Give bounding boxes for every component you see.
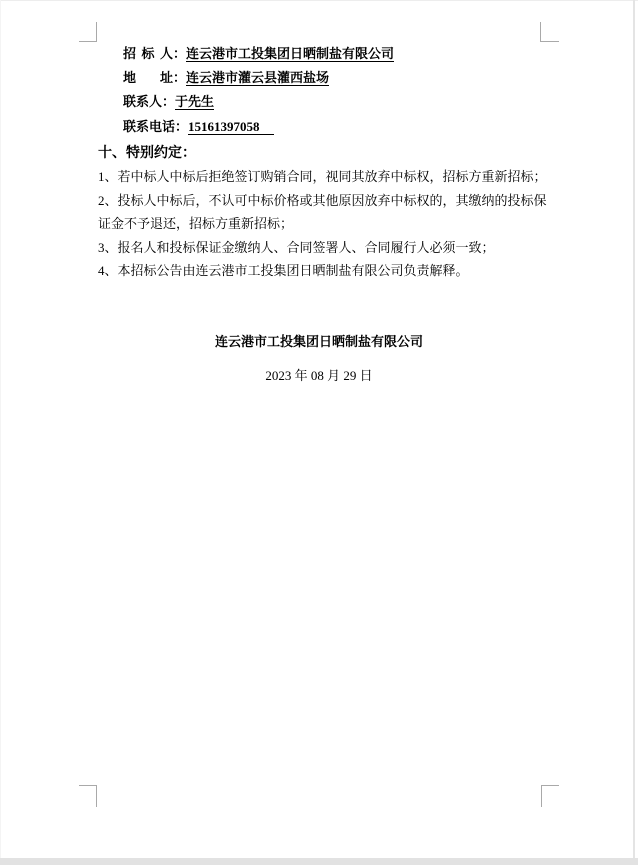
contact-colon: ： xyxy=(173,46,187,61)
contact-label: 地址 xyxy=(123,70,173,86)
clause-1: 1、若中标人中标后拒绝签订购销合同，视同其放弃中标权，招标方重新招标； xyxy=(98,169,547,185)
signature-company: 连云港市工投集团日晒制盐有限公司 xyxy=(214,334,423,349)
page-edge-top xyxy=(0,0,638,1)
contact-label: 联系人 xyxy=(123,94,163,110)
contact-value: 15161397058 xyxy=(188,119,274,135)
crop-mark-bottom-left xyxy=(79,785,97,807)
clause-3: 3、报名人和投标保证金缴纳人、合同签署人、合同履行人必须一致； xyxy=(98,239,495,255)
contact-line-phone xyxy=(123,115,394,139)
clause-2: 2、投标人中标后，不认可中标价格或其他原因放弃中标权的，其缴纳的投标保证金不予退还，招标方重新招标； xyxy=(98,192,547,232)
contact-line-person xyxy=(123,90,394,114)
contact-line-address xyxy=(123,66,394,90)
crop-mark-bottom-right xyxy=(541,785,559,807)
special-terms-section xyxy=(98,142,553,282)
contact-colon: ： xyxy=(175,118,189,134)
page-edge-left xyxy=(0,0,1,858)
contact-label: 招标人 xyxy=(123,46,173,61)
section-heading: 十、特别约定： xyxy=(98,146,196,161)
canvas-strip-bottom xyxy=(0,858,638,865)
clause-4: 4、本招标公告由连云港市工投集团日晒制盐有限公司负责解释。 xyxy=(98,263,469,279)
contact-value: 于先生 xyxy=(175,94,215,110)
contact-line-tenderer xyxy=(123,42,394,66)
contact-colon: ： xyxy=(162,94,176,110)
crop-mark-top-left xyxy=(79,22,97,42)
contact-label: 联系电话 xyxy=(123,118,176,134)
contact-block xyxy=(123,42,394,139)
contact-value: 连云港市灌云县灌西盐场 xyxy=(186,70,330,86)
crop-mark-top-right xyxy=(540,22,559,42)
contact-colon: ： xyxy=(173,70,187,86)
page-edge-right xyxy=(633,0,635,858)
contact-value: 连云港市工投集团日晒制盐有限公司 xyxy=(186,46,395,61)
signature-date: 2023 年 08 月 29 日 xyxy=(265,368,373,383)
